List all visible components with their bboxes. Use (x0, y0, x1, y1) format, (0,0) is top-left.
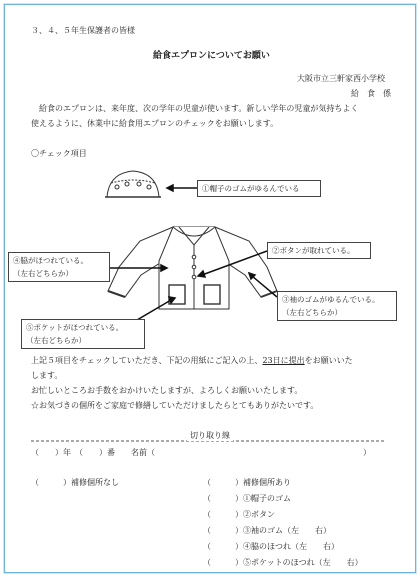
callout-cap-text: ①帽子のゴムがゆるんでいる (202, 184, 300, 193)
callout-pocket-line-2: （左右どちらか） (26, 336, 86, 345)
recipients-line: ３、４、５年生保護者の皆様 (31, 26, 135, 35)
request-line-1-before: 上記５項目をチェックしていただき、下記の用紙にご記入の上、 (31, 356, 263, 365)
repair-item-pocket[interactable]: （ ）⑤ポケットのほつれ（左 右） (203, 558, 363, 567)
notice-page (4, 4, 416, 573)
callout-cap (197, 180, 321, 197)
callout-side-line-1: ④脇がほつれている。 (13, 256, 88, 265)
callout-sleeve (277, 291, 397, 321)
request-line-4: ☆お気づきの個所をご家庭で修繕していただけましたらとてもありがたいです。 (31, 401, 319, 410)
callout-side-line-2: （左右どちらか） (13, 269, 73, 278)
repair-item-button[interactable]: （ ）②ボタン (203, 510, 275, 519)
callout-sleeve-line-1: ③袖のゴムがゆるんでいる。 (282, 295, 380, 304)
callout-button-text: ②ボタンが取れている。 (272, 246, 355, 255)
repair-needed-option[interactable]: （ ）補修個所あり (203, 478, 291, 487)
page-title: 給食エプロンについてお願い (153, 51, 270, 61)
callout-pocket (21, 319, 145, 349)
deadline-text: 23日に提出 (262, 356, 305, 365)
callout-pocket-line-1: ⑤ポケットがほつれている。 (26, 323, 124, 332)
request-line-2: します。 (31, 371, 63, 380)
check-heading: 〇チェック項目 (31, 149, 87, 158)
name-row[interactable]: （ ）年 （ ）番 名前（ ） (31, 448, 371, 457)
no-repair-option[interactable]: （ ）補修個所なし (31, 478, 119, 487)
callout-button (267, 242, 371, 259)
apron-illustration (5, 5, 417, 574)
request-line-1-after: をお願いいた (304, 356, 353, 365)
callout-sleeve-line-2: （左右どちらか） (282, 308, 342, 317)
department-name: 給 食 係 (351, 89, 391, 98)
request-line-3: お忙しいところお手数をおかけいたしますが、よろしくお願いいたします。 (31, 386, 303, 395)
intro-line-1: 給食のエプロンは、来年度、次の学年の児童が使います。新しい学年の児童が気持ちよく (39, 104, 359, 113)
intro-line-2: 使えるように、休業中に給食用エプロンのチェックをお願いします。 (31, 119, 279, 128)
cap-icon (105, 171, 161, 197)
repair-item-side[interactable]: （ ）④脇のほつれ（左 右） (203, 542, 339, 551)
school-name: 大阪市立三軒家西小学校 (297, 74, 385, 83)
repair-item-cap[interactable]: （ ）①帽子のゴム (203, 494, 291, 503)
callout-side (8, 252, 110, 282)
request-line-1 (31, 356, 353, 366)
repair-item-sleeve[interactable]: （ ）③袖のゴム（左 右） (203, 526, 331, 535)
cut-line-label: 切り取り線 (187, 431, 233, 441)
